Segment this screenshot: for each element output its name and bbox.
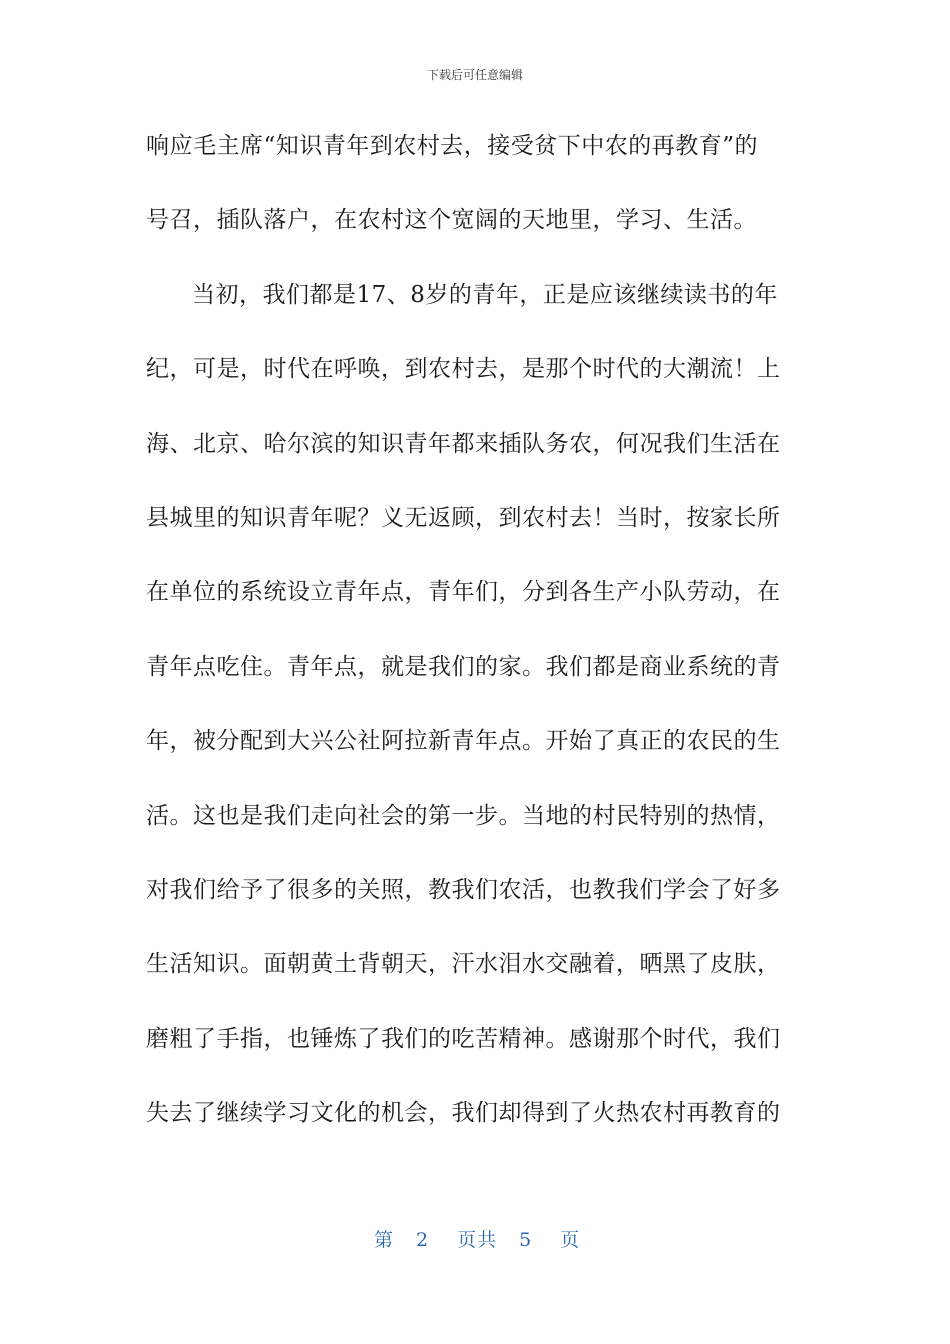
paragraph-start-line: 当初，我们都是17、8岁的青年，正是应该继续读书的年 — [192, 281, 778, 308]
current-page-number: 2 — [416, 1229, 430, 1251]
page-suffix: 页 — [560, 1229, 581, 1251]
header-note: 下载后可任意编辑 — [426, 68, 523, 82]
body-line: 失去了继续学习文化的机会，我们却得到了火热农村再教育的 — [146, 1100, 781, 1127]
document-body — [146, 118, 796, 1159]
body-line: 在单位的系统设立青年点，青年们，分到各生产小队劳动，在 — [146, 579, 781, 606]
total-pages-number: 5 — [519, 1229, 533, 1251]
body-line: 纪，可是，时代在呼唤，到农村去，是那个时代的大潮流！上 — [146, 356, 781, 383]
page-prefix: 第 — [374, 1229, 395, 1251]
body-line: 年，被分配到大兴公社阿拉新青年点。开始了真正的农民的生 — [146, 728, 781, 755]
page-number-footer — [374, 1225, 580, 1252]
body-line: 生活知识。面朝黄土背朝天，汗水泪水交融着，晒黑了皮肤， — [146, 951, 781, 978]
body-line: 活。这也是我们走向社会的第一步。当地的村民特别的热情， — [146, 802, 781, 829]
body-line: 县城里的知识青年呢？义无返顾，到农村去！当时，按家长所 — [146, 504, 781, 531]
body-line: 磨粗了手指，也锤炼了我们的吃苦精神。感谢那个时代，我们 — [146, 1025, 781, 1052]
body-line: 海、北京、哈尔滨的知识青年都来插队务农，何况我们生活在 — [146, 430, 781, 457]
body-line: 对我们给予了很多的关照，教我们农活，也教我们学会了好多 — [146, 876, 781, 903]
page-mid-label: 页共 — [457, 1229, 498, 1251]
body-line: 响应毛主席“知识青年到农村去，接受贫下中农的再教育”的 — [146, 133, 759, 159]
body-line: 号召，插队落户，在农村这个宽阔的天地里，学习、生活。 — [146, 207, 757, 234]
body-line: 青年点吃住。青年点，就是我们的家。我们都是商业系统的青 — [146, 653, 781, 680]
